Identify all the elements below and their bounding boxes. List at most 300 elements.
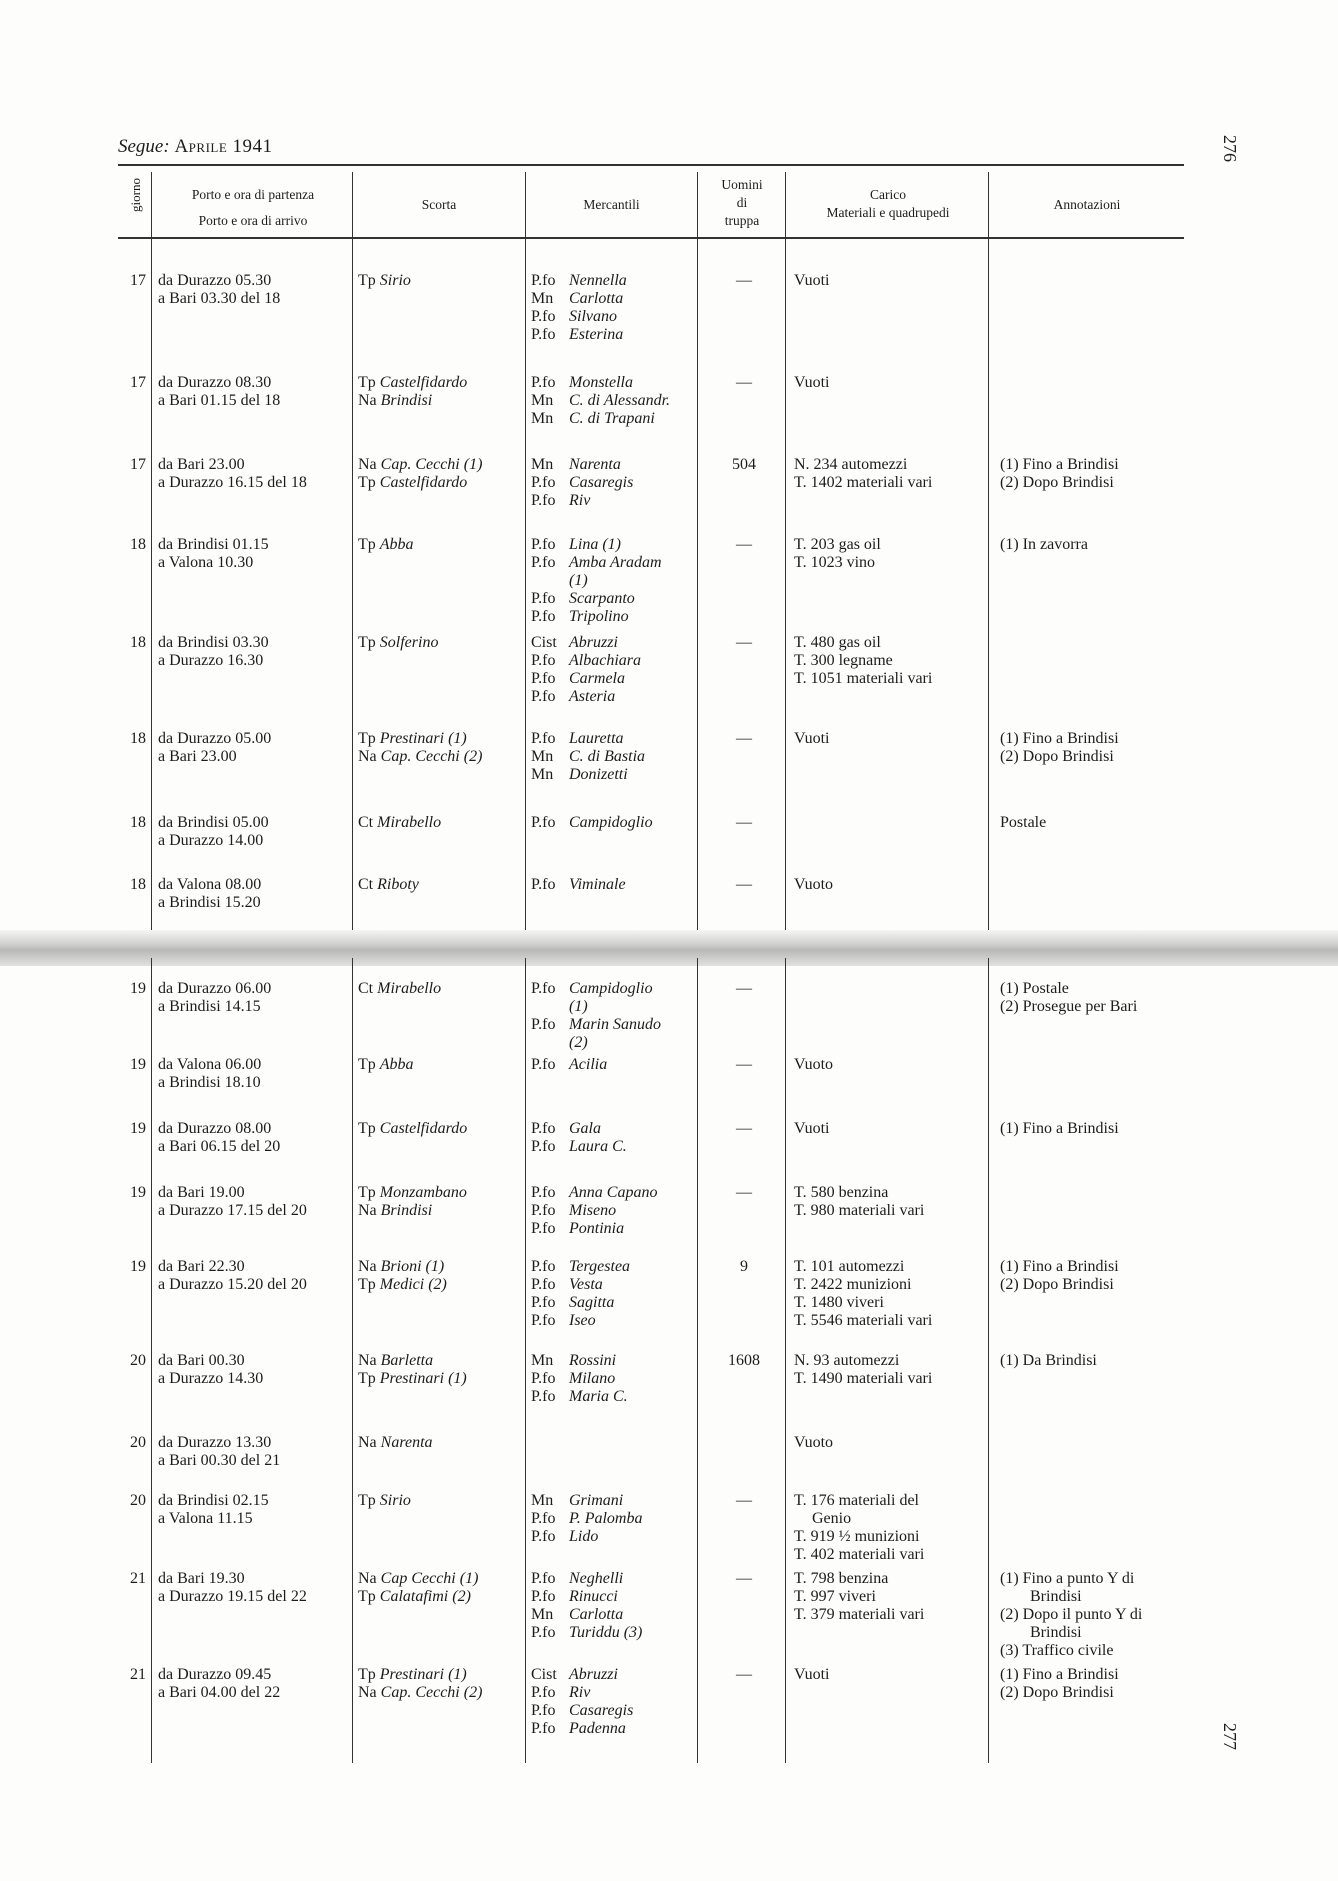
escort-entry	[358, 1370, 524, 1388]
merchant-cell	[531, 1258, 696, 1330]
merchant-name: Campidoglio	[569, 814, 653, 831]
merchant-entry	[531, 748, 696, 766]
merchant-type: P.fo	[531, 1388, 556, 1405]
escort-name: Brioni (1)	[380, 1258, 445, 1275]
day-cell: 21	[130, 1570, 146, 1587]
merchant-entry	[531, 1016, 696, 1034]
route-line: da Bari 00.30	[158, 1352, 245, 1369]
annotation-line: (1) Fino a punto Y di	[1000, 1570, 1135, 1587]
route-line: a Bari 03.30 del 18	[158, 290, 281, 307]
merchant-cell	[531, 1120, 696, 1156]
escort-type: Ct	[358, 980, 374, 997]
merchant-type: Cist	[531, 634, 557, 651]
escort-name: Abba	[379, 1056, 414, 1073]
route-line: da Bari 19.00	[158, 1184, 245, 1201]
escort-type: Na	[358, 748, 377, 765]
route-line: da Durazzo 09.45	[158, 1666, 272, 1683]
cargo-line: T. 1023 vino	[794, 554, 876, 571]
route-cell	[158, 1056, 348, 1092]
route-cell	[158, 980, 348, 1016]
day-cell: 18	[130, 814, 146, 831]
cargo-line: T. 798 benzina	[794, 1570, 889, 1587]
annotation-line: Brindisi	[1030, 1624, 1082, 1641]
merchant-type: P.fo	[531, 1294, 556, 1311]
merchant-entry	[531, 308, 696, 326]
cargo-line: N. 234 automezzi	[794, 456, 908, 473]
escort-entry	[358, 1434, 524, 1452]
escort-entry	[358, 1588, 524, 1606]
escort-type: Na	[358, 456, 377, 473]
col-scorta-header: Scorta	[421, 197, 457, 212]
escort-name: Sirio	[379, 1492, 411, 1509]
escort-entry	[358, 1202, 524, 1220]
merchant-type: Mn	[531, 410, 554, 427]
day-cell: 17	[130, 456, 146, 473]
troops-cell: —	[736, 634, 752, 651]
merchant-name: Vesta	[569, 1276, 603, 1293]
merchant-cell	[531, 374, 696, 428]
annotation-line: (2) Dopo Brindisi	[1000, 1276, 1114, 1293]
merchant-cell	[531, 1666, 696, 1738]
escort-cell	[358, 814, 524, 832]
escort-type: Na	[358, 1570, 377, 1587]
route-cell	[158, 814, 348, 850]
merchant-type: Mn	[531, 766, 554, 783]
annotation-line: (1) Fino a Brindisi	[1000, 456, 1119, 473]
day-cell: 19	[130, 1184, 146, 1201]
escort-type: Tp	[358, 1120, 376, 1137]
annotation-line: (2) Dopo Brindisi	[1000, 748, 1114, 765]
escort-cell	[358, 1492, 524, 1510]
col-rule	[697, 172, 698, 932]
escort-name: Brindisi	[380, 392, 433, 409]
merchant-cell	[531, 730, 696, 784]
merchant-name: Neghelli	[569, 1570, 624, 1587]
col-rule	[151, 172, 152, 932]
escort-type: Tp	[358, 536, 376, 553]
cargo-line: Vuoti	[794, 374, 830, 391]
escort-entry	[358, 980, 524, 998]
cargo-cell	[794, 1056, 988, 1074]
merchant-type: P.fo	[531, 492, 556, 509]
merchant-name: Lina (1)	[569, 536, 621, 553]
header-prefix: Segue:	[118, 136, 170, 157]
annotation-cell	[1000, 1666, 1200, 1702]
merchant-name: Carlotta	[569, 1606, 624, 1623]
day-cell: 18	[130, 730, 146, 747]
day-cell: 19	[130, 980, 146, 997]
escort-entry	[358, 1120, 524, 1138]
merchant-entry	[531, 1624, 696, 1642]
escort-type: Tp	[358, 1056, 376, 1073]
page-header	[118, 136, 273, 158]
annotation-line: (2) Dopo Brindisi	[1000, 1684, 1114, 1701]
merchant-entry	[531, 1202, 696, 1220]
cargo-cell	[794, 374, 988, 392]
annotation-line: (3) Traffico civile	[1000, 1642, 1114, 1659]
troops-cell: —	[736, 536, 752, 553]
escort-type: Tp	[358, 1666, 376, 1683]
cargo-cell	[794, 730, 988, 748]
escort-type: Na	[358, 1258, 377, 1275]
cargo-line: T. 203 gas oil	[794, 536, 881, 553]
escort-entry	[358, 1352, 524, 1370]
merchant-type: P.fo	[531, 1720, 556, 1737]
merchant-name: Pontinia	[569, 1220, 625, 1237]
merchant-name: Asteria	[569, 688, 616, 705]
merchant-name: Marin Sanudo	[569, 1016, 661, 1033]
merchant-name: Turiddu (3)	[569, 1624, 643, 1641]
annotation-line: (2) Dopo il punto Y di	[1000, 1606, 1143, 1623]
escort-entry	[358, 1684, 524, 1702]
merchant-type: Mn	[531, 290, 554, 307]
col-porto-header	[158, 186, 348, 230]
merchant-name: Casaregis	[569, 1702, 634, 1719]
merchant-name: Tripolino	[569, 608, 629, 625]
merchant-cell	[531, 456, 696, 510]
escort-cell	[358, 1666, 524, 1702]
merchant-type: P.fo	[531, 1312, 556, 1329]
cargo-line: T. 5546 materiali vari	[794, 1312, 933, 1329]
escort-name: Cap. Cecchi (1)	[380, 456, 483, 473]
merchant-cell	[531, 1492, 696, 1546]
day-cell: 20	[130, 1352, 146, 1369]
merchant-name: Padenna	[569, 1720, 626, 1737]
cargo-cell	[794, 1666, 988, 1684]
merchant-cell	[531, 1352, 696, 1406]
route-line: a Durazzo 19.15 del 22	[158, 1588, 307, 1605]
route-line: da Brindisi 05.00	[158, 814, 269, 831]
route-cell	[158, 730, 348, 766]
route-line: a Durazzo 17.15 del 20	[158, 1202, 307, 1219]
merchant-type: Mn	[531, 1352, 554, 1369]
route-cell	[158, 1184, 348, 1220]
escort-name: Abba	[379, 536, 414, 553]
escort-entry	[358, 1570, 524, 1588]
merchant-type: P.fo	[531, 608, 556, 625]
merchant-type: P.fo	[531, 688, 556, 705]
merchant-type: Mn	[531, 392, 554, 409]
merchant-name: Abruzzi	[569, 634, 618, 651]
merchant-name: Iseo	[569, 1312, 596, 1329]
route-cell	[158, 1492, 348, 1528]
merchant-type: P.fo	[531, 730, 556, 747]
merchant-name: (1)	[569, 998, 588, 1015]
col-giorno-header: giorno	[128, 178, 143, 212]
merchant-cell	[531, 876, 696, 894]
merchant-name: Monstella	[569, 374, 633, 391]
merchant-entry	[531, 1120, 696, 1138]
day-cell: 17	[130, 374, 146, 391]
cargo-cell	[794, 1434, 988, 1452]
troops-cell: —	[736, 1056, 752, 1073]
escort-type: Ct	[358, 876, 374, 893]
route-line: da Durazzo 06.00	[158, 980, 272, 997]
escort-type: Na	[358, 1202, 377, 1219]
route-line: da Durazzo 05.00	[158, 730, 272, 747]
annotation-cell	[1000, 730, 1200, 766]
merchant-name: Maria C.	[569, 1388, 628, 1405]
escort-name: Monzambano	[379, 1184, 467, 1201]
merchant-entry	[531, 1528, 696, 1546]
cargo-line: T. 1490 materiali vari	[794, 1370, 933, 1387]
escort-type: Tp	[358, 1588, 376, 1605]
escort-name: Castelfidardo	[379, 374, 468, 391]
route-cell	[158, 1352, 348, 1388]
merchant-cell	[531, 1056, 696, 1074]
merchant-name: Campidoglio	[569, 980, 653, 997]
escort-type: Na	[358, 1352, 377, 1369]
merchant-name: Amba Aradam	[569, 554, 662, 571]
merchant-type: P.fo	[531, 590, 556, 607]
annotation-line: (1) Fino a Brindisi	[1000, 1666, 1119, 1683]
escort-type: Tp	[358, 1492, 376, 1509]
merchant-entry	[531, 374, 696, 392]
escort-name: Riboty	[377, 876, 419, 893]
merchant-cell	[531, 980, 696, 1052]
cargo-line: Vuoto	[794, 876, 834, 893]
merchant-type: P.fo	[531, 652, 556, 669]
annotation-line: (2) Dopo Brindisi	[1000, 474, 1114, 491]
cargo-line: Vuoto	[794, 1056, 834, 1073]
cargo-line: T. 1051 materiali vari	[794, 670, 933, 687]
col-rule	[988, 172, 989, 932]
page-fold	[0, 930, 1338, 966]
merchant-entry	[531, 1510, 696, 1528]
cargo-line: T. 300 legname	[794, 652, 893, 669]
route-line: da Bari 23.00	[158, 456, 245, 473]
escort-entry	[358, 730, 524, 748]
merchant-type: P.fo	[531, 876, 556, 893]
annotation-cell	[1000, 814, 1200, 832]
cargo-line: T. 980 materiali vari	[794, 1202, 925, 1219]
escort-entry	[358, 272, 524, 290]
cargo-cell	[794, 634, 988, 688]
troops-cell: —	[736, 1570, 752, 1587]
route-line: da Valona 06.00	[158, 1056, 262, 1073]
route-line: a Bari 00.30 del 21	[158, 1452, 281, 1469]
escort-name: Solferino	[379, 634, 439, 651]
merchant-entry	[531, 1588, 696, 1606]
merchant-type: Cist	[531, 1666, 557, 1683]
merchant-name: Esterina	[569, 326, 624, 343]
merchant-entry	[531, 492, 696, 510]
merchant-type: Mn	[531, 456, 554, 473]
escort-type: Ct	[358, 814, 374, 831]
escort-entry	[358, 1184, 524, 1202]
merchant-entry	[531, 876, 696, 894]
cargo-line: Vuoti	[794, 1666, 830, 1683]
annotation-line: (1) Da Brindisi	[1000, 1352, 1097, 1369]
troops-cell: —	[736, 1666, 752, 1683]
merchant-entry	[531, 766, 696, 784]
merchant-entry	[531, 730, 696, 748]
cargo-cell	[794, 536, 988, 572]
merchant-type: P.fo	[531, 1138, 556, 1155]
merchant-type: P.fo	[531, 1510, 556, 1527]
route-cell	[158, 1570, 348, 1606]
col-rule	[352, 172, 353, 932]
escort-entry	[358, 1258, 524, 1276]
cargo-line: T. 379 materiali vari	[794, 1606, 925, 1623]
merchant-entry	[531, 1388, 696, 1406]
escort-entry	[358, 374, 524, 392]
merchant-name: Nennella	[569, 272, 627, 289]
annotation-cell	[1000, 980, 1200, 1016]
route-line: da Brindisi 02.15	[158, 1492, 269, 1509]
cargo-cell	[794, 272, 988, 290]
merchant-name: Milano	[569, 1370, 616, 1387]
merchant-name: Riv	[569, 492, 591, 509]
merchant-name: Viminale	[569, 876, 626, 893]
merchant-type: P.fo	[531, 1120, 556, 1137]
merchant-entry	[531, 980, 696, 998]
route-line: a Durazzo 14.00	[158, 832, 264, 849]
escort-name: Prestinari (1)	[379, 730, 467, 747]
col-truppa-header	[698, 176, 786, 230]
cargo-line: T. 919 ½ munizioni	[794, 1528, 920, 1545]
cargo-cell	[794, 456, 988, 492]
merchant-entry	[531, 1294, 696, 1312]
route-line: da Durazzo 08.30	[158, 374, 272, 391]
route-line: a Valona 10.30	[158, 554, 254, 571]
merchant-type: P.fo	[531, 1528, 556, 1545]
merchant-entry	[531, 1666, 696, 1684]
escort-name: Castelfidardo	[379, 1120, 468, 1137]
porto-arrivo-label: Porto e ora di arrivo	[198, 213, 308, 228]
merchant-type: P.fo	[531, 1016, 556, 1033]
merchant-name: P. Palomba	[569, 1510, 643, 1527]
route-cell	[158, 634, 348, 670]
route-line: da Bari 19.30	[158, 1570, 245, 1587]
annotation-cell	[1000, 456, 1200, 492]
escort-cell	[358, 634, 524, 652]
escort-entry	[358, 748, 524, 766]
page-number-top: 276	[1220, 135, 1240, 162]
merchant-entry	[531, 1720, 696, 1738]
route-cell	[158, 536, 348, 572]
header-month-year: Aprile 1941	[174, 136, 273, 157]
merchant-type: P.fo	[531, 554, 556, 571]
annotation-line: (1) Fino a Brindisi	[1000, 730, 1119, 747]
truppa-label-1: Uomini	[721, 177, 763, 192]
merchant-entry	[531, 998, 696, 1016]
merchant-entry	[531, 670, 696, 688]
route-line: a Durazzo 15.20 del 20	[158, 1276, 307, 1293]
col-carico-header	[788, 186, 988, 222]
troops-cell: 504	[732, 456, 756, 473]
escort-cell	[358, 1056, 524, 1074]
page-number-bottom: 277	[1220, 1723, 1240, 1750]
route-line: a Valona 11.15	[158, 1510, 253, 1527]
troops-cell: —	[736, 1120, 752, 1137]
troops-cell: 1608	[728, 1352, 760, 1369]
merchant-entry	[531, 1570, 696, 1588]
merchant-entry	[531, 1312, 696, 1330]
escort-name: Castelfidardo	[379, 474, 468, 491]
merchant-entry	[531, 1056, 696, 1074]
cargo-cell	[794, 1258, 988, 1330]
merchant-name: Scarpanto	[569, 590, 635, 607]
escort-type: Tp	[358, 730, 376, 747]
route-line: da Durazzo 08.00	[158, 1120, 272, 1137]
merchant-name: Carlotta	[569, 290, 624, 307]
route-cell	[158, 1434, 348, 1470]
escort-name: Mirabello	[377, 980, 442, 997]
route-line: da Bari 22.30	[158, 1258, 245, 1275]
route-line: a Durazzo 14.30	[158, 1370, 264, 1387]
merchant-type: P.fo	[531, 326, 556, 343]
troops-cell: —	[736, 1184, 752, 1201]
merchant-cell	[531, 272, 696, 344]
route-cell	[158, 272, 348, 308]
merchant-cell	[531, 1570, 696, 1642]
escort-name: Prestinari (1)	[379, 1370, 467, 1387]
day-cell: 19	[130, 1258, 146, 1275]
day-cell: 18	[130, 536, 146, 553]
truppa-label-2: di	[736, 195, 748, 210]
escort-entry	[358, 634, 524, 652]
merchant-type: Mn	[531, 1606, 554, 1623]
merchant-type: P.fo	[531, 814, 556, 831]
cargo-cell	[794, 876, 988, 894]
merchant-entry	[531, 652, 696, 670]
troops-cell: —	[736, 876, 752, 893]
merchant-name: Acilia	[569, 1056, 608, 1073]
merchant-name: Laura C.	[569, 1138, 627, 1155]
annotation-cell	[1000, 536, 1200, 554]
merchant-type: P.fo	[531, 308, 556, 325]
escort-entry	[358, 392, 524, 410]
merchant-name: Carmela	[569, 670, 625, 687]
merchant-entry	[531, 688, 696, 706]
cargo-cell	[794, 1352, 988, 1388]
col-rule	[525, 172, 526, 932]
escort-cell	[358, 1434, 524, 1452]
route-line: a Brindisi 15.20	[158, 894, 261, 911]
cargo-line: T. 997 viveri	[794, 1588, 876, 1605]
escort-entry	[358, 1276, 524, 1294]
escort-name: Calatafimi (2)	[379, 1588, 471, 1605]
escort-entry	[358, 474, 524, 492]
merchant-name: Abruzzi	[569, 1666, 618, 1683]
merchant-entry	[531, 474, 696, 492]
escort-cell	[358, 730, 524, 766]
day-cell: 19	[130, 1056, 146, 1073]
day-cell: 17	[130, 272, 146, 289]
route-line: da Durazzo 05.30	[158, 272, 272, 289]
annotation-line: (1) Fino a Brindisi	[1000, 1258, 1119, 1275]
escort-name: Medici (2)	[379, 1276, 447, 1293]
annotation-cell	[1000, 1352, 1200, 1370]
escort-type: Tp	[358, 634, 376, 651]
day-cell: 21	[130, 1666, 146, 1683]
merchant-name: Albachiara	[569, 652, 641, 669]
day-cell: 18	[130, 634, 146, 651]
merchant-cell	[531, 536, 696, 626]
escort-cell	[358, 456, 524, 492]
troops-cell: —	[736, 814, 752, 831]
merchant-type: Mn	[531, 1492, 554, 1509]
route-cell	[158, 1120, 348, 1156]
carico-label-1: Carico	[870, 187, 906, 202]
escort-name: Narenta	[380, 1434, 433, 1451]
escort-type: Na	[358, 1434, 377, 1451]
escort-type: Tp	[358, 1184, 376, 1201]
annotation-line: (2) Prosegue per Bari	[1000, 998, 1138, 1015]
annotation-cell	[1000, 1258, 1200, 1294]
merchant-type: P.fo	[531, 1624, 556, 1641]
